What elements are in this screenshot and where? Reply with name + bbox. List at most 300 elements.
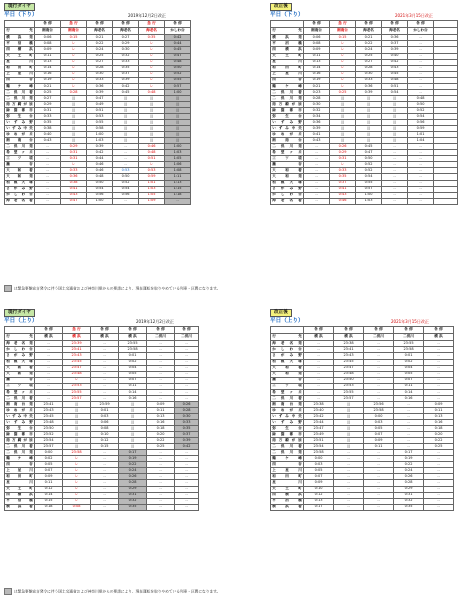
- time-cell: 0:53: [87, 113, 113, 119]
- station-name: さがみ野: [6, 186, 33, 191]
- time-cell: 0:45: [382, 71, 408, 77]
- time-cell: 0:05: [119, 371, 147, 377]
- time-cell: レ: [63, 456, 91, 462]
- station-name: 星 川: [272, 480, 302, 485]
- station-name: 西 谷: [272, 77, 302, 82]
- time-cell: ‥: [35, 174, 61, 180]
- time-cell: 0:11: [424, 407, 454, 413]
- timetable-grid: [270, 326, 454, 511]
- time-cell: ‥: [334, 480, 364, 486]
- suspension-note: [4, 588, 220, 595]
- timetable-title: 平日（下り）: [270, 12, 304, 18]
- time-cell: 0:35: [394, 504, 424, 510]
- header-row-destination: [271, 28, 458, 35]
- time-cell: ‥: [147, 341, 175, 347]
- station-name: 海 老 名 着: [272, 198, 302, 203]
- time-cell: 0:22: [394, 462, 424, 468]
- train-type-header: 各 停: [87, 21, 113, 28]
- time-cell: ||: [63, 432, 91, 438]
- time-cell: ‥: [175, 456, 199, 462]
- time-cell: ‥: [364, 456, 394, 462]
- time-cell: ||: [139, 120, 165, 126]
- time-cell: ‥: [394, 407, 424, 413]
- time-cell: ‥: [91, 359, 119, 365]
- time-cell: 0:54: [408, 113, 434, 119]
- header-station-blank: [271, 327, 304, 334]
- time-cell: ‥: [408, 47, 434, 53]
- time-cell: 23:48: [35, 419, 63, 425]
- time-cell: 23:45: [334, 359, 364, 365]
- time-cell: ‥: [364, 395, 394, 401]
- time-cell: 1:03: [356, 198, 382, 204]
- time-cell: 0:52: [165, 71, 191, 77]
- time-cell: ‥: [35, 162, 61, 168]
- train-type-header: 各 停: [113, 21, 139, 28]
- station-name: ゆめが丘: [272, 407, 302, 412]
- station-name: 二 俣 川 発: [6, 143, 33, 148]
- time-cell: レ: [330, 65, 356, 71]
- time-cell: 0:12: [304, 492, 334, 498]
- time-cell: ||: [356, 95, 382, 101]
- station-name: 西 横 浜: [6, 47, 33, 52]
- header-station-blank: [5, 327, 35, 334]
- time-cell: 23:57: [35, 444, 63, 450]
- time-cell: 0:05: [35, 462, 63, 468]
- time-cell: ‥: [175, 365, 199, 371]
- train-type-header: 急 行: [63, 327, 91, 334]
- time-cell: ‥: [334, 498, 364, 504]
- station-name: 西 谷: [6, 77, 33, 82]
- time-cell: ||: [165, 132, 191, 138]
- time-cell: 23:38: [334, 341, 364, 347]
- header-row-destination: [5, 28, 191, 35]
- time-cell: 0:25: [356, 53, 382, 59]
- time-cell: ‥: [394, 432, 424, 438]
- time-cell: ‥: [91, 474, 119, 480]
- train-type-header: 各 停: [408, 21, 434, 28]
- time-cell: ‥: [147, 462, 175, 468]
- time-cell: 0:31: [35, 107, 61, 113]
- time-cell: 0:06: [91, 419, 119, 425]
- time-cell: 23:57: [334, 395, 364, 401]
- time-cell: 0:15: [91, 444, 119, 450]
- time-cell: ‥: [91, 341, 119, 347]
- time-cell: 0:11: [35, 480, 63, 486]
- time-cell: 0:05: [364, 426, 394, 432]
- time-cell: 23:48: [63, 371, 91, 377]
- time-cell: ‥: [147, 353, 175, 359]
- time-cell: 0:18: [147, 426, 175, 432]
- time-cell: ‥: [424, 353, 454, 359]
- time-cell: ‥: [35, 359, 63, 365]
- time-cell: レ: [139, 162, 165, 168]
- time-cell: 0:29: [330, 150, 356, 156]
- time-cell: 0:04: [119, 365, 147, 371]
- time-cell: 0:14: [394, 389, 424, 395]
- time-cell: ‥: [91, 450, 119, 456]
- station-name: 三 ツ 境: [6, 156, 33, 161]
- time-cell: 0:08: [63, 504, 91, 510]
- time-cell: 23:58: [63, 450, 91, 456]
- time-cell: ||: [119, 438, 147, 444]
- time-cell: 0:11: [35, 53, 61, 59]
- time-cell: 0:03: [304, 462, 334, 468]
- station-name: 緑園都市: [272, 431, 302, 436]
- time-cell: 0:18: [35, 504, 63, 510]
- station-name: 天 王 町: [272, 486, 302, 491]
- station-name: 大 和 発: [6, 371, 33, 376]
- time-cell: 0:00: [304, 456, 334, 462]
- time-cell: ‥: [35, 347, 63, 353]
- time-cell: 0:36: [356, 83, 382, 89]
- time-cell: ‥: [394, 438, 424, 444]
- header-row-destination: [271, 334, 454, 341]
- time-cell: 23:58: [304, 450, 334, 456]
- time-cell: ‥: [91, 347, 119, 353]
- time-cell: 0:27: [113, 35, 139, 41]
- time-cell: ‥: [91, 492, 119, 498]
- time-cell: ‥: [382, 144, 408, 150]
- time-cell: 0:33: [61, 168, 87, 174]
- time-cell: ‥: [424, 504, 454, 510]
- time-cell: 0:24: [119, 468, 147, 474]
- time-cell: 0:24: [87, 47, 113, 53]
- station-name: 天 王 町: [272, 53, 302, 58]
- time-cell: ‥: [424, 395, 454, 401]
- time-cell: 0:36: [304, 120, 330, 126]
- time-cell: ||: [119, 432, 147, 438]
- station-name: 湘 南 台: [272, 137, 302, 142]
- time-cell: 0:42: [87, 150, 113, 156]
- time-cell: ‥: [364, 480, 394, 486]
- time-cell: 23:51: [304, 438, 334, 444]
- time-cell: ‥: [424, 371, 454, 377]
- time-cell: 0:37: [382, 41, 408, 47]
- time-cell: 1:00: [356, 192, 382, 198]
- time-cell: 0:02: [35, 456, 63, 462]
- time-cell: レ: [61, 47, 87, 53]
- station-name: さがみ野: [272, 186, 302, 191]
- time-cell: ||: [165, 113, 191, 119]
- station-name: 大 和 発: [272, 371, 302, 376]
- station-name: かしわ台: [272, 192, 302, 197]
- time-cell: 23:50: [35, 426, 63, 432]
- time-cell: レ: [330, 77, 356, 83]
- station-name: 二 俣 川 着: [272, 89, 302, 94]
- time-cell: 1:03: [87, 138, 113, 144]
- time-cell: ‥: [424, 341, 454, 347]
- time-cell: ‥: [91, 504, 119, 510]
- time-cell: ‥: [304, 198, 330, 204]
- time-cell: 0:09: [304, 480, 334, 486]
- time-cell: ‥: [382, 156, 408, 162]
- time-cell: ‥: [304, 371, 334, 377]
- train-type-header: 各 停: [304, 21, 330, 28]
- time-cell: ‥: [304, 186, 330, 192]
- time-cell: レ: [139, 53, 165, 59]
- time-cell: 0:42: [175, 444, 199, 450]
- time-cell: ‥: [91, 480, 119, 486]
- time-cell: 0:27: [35, 95, 61, 101]
- station-name: ゆめが丘: [6, 407, 33, 412]
- time-cell: レ: [61, 41, 87, 47]
- time-cell: 0:43: [35, 138, 61, 144]
- time-cell: 0:30: [356, 71, 382, 77]
- time-cell: 0:36: [382, 35, 408, 41]
- time-cell: 0:33: [35, 113, 61, 119]
- time-cell: ‥: [35, 150, 61, 156]
- time-cell: 23:47: [334, 365, 364, 371]
- train-type-header: 急 行: [330, 21, 356, 28]
- time-cell: 0:17: [394, 450, 424, 456]
- time-cell: ‥: [175, 504, 199, 510]
- time-cell: 0:41: [61, 186, 87, 192]
- time-cell: 23:57: [63, 395, 91, 401]
- station-name: 大 和 着: [6, 168, 33, 173]
- time-cell: 0:48: [139, 150, 165, 156]
- gray-legend-swatch: [4, 588, 12, 595]
- time-cell: 0:46: [87, 168, 113, 174]
- destination-header: 湘南台: [330, 28, 356, 35]
- time-cell: ‥: [175, 468, 199, 474]
- time-cell: ||: [113, 101, 139, 107]
- time-cell: レ: [63, 377, 91, 383]
- time-cell: ‥: [364, 371, 394, 377]
- time-cell: ‥: [334, 468, 364, 474]
- time-cell: ‥: [91, 395, 119, 401]
- timetable-grid: [4, 20, 191, 205]
- station-name: 三 ツ 境: [272, 156, 302, 161]
- time-cell: ||: [113, 132, 139, 138]
- time-cell: 0:30: [113, 47, 139, 53]
- station-name: 湘 南 台: [6, 137, 33, 142]
- time-cell: ||: [119, 401, 147, 407]
- time-cell: レ: [61, 59, 87, 65]
- time-cell: 1:09: [139, 198, 165, 204]
- time-cell: 0:30: [304, 101, 330, 107]
- time-cell: 0:25: [330, 89, 356, 95]
- station-name: 和 田 町: [6, 65, 33, 70]
- time-cell: ‥: [382, 168, 408, 174]
- time-cell: ||: [119, 419, 147, 425]
- time-cell: 0:26: [119, 474, 147, 480]
- time-cell: 23:45: [35, 413, 63, 419]
- time-cell: ||: [165, 138, 191, 144]
- time-cell: ‥: [35, 180, 61, 186]
- destination-header: 湘南台: [304, 28, 330, 35]
- time-cell: 0:42: [113, 83, 139, 89]
- time-cell: 0:29: [119, 486, 147, 492]
- time-cell: ||: [119, 426, 147, 432]
- time-cell: ‥: [304, 180, 330, 186]
- time-cell: ‥: [304, 383, 334, 389]
- time-cell: レ: [139, 41, 165, 47]
- time-cell: ‥: [408, 162, 434, 168]
- time-cell: 0:11: [147, 407, 175, 413]
- time-cell: ‥: [35, 168, 61, 174]
- time-cell: ‥: [147, 486, 175, 492]
- time-cell: 0:31: [61, 150, 87, 156]
- destination-header: かしわ台: [408, 28, 434, 35]
- time-cell: 0:28: [61, 89, 87, 95]
- time-cell: レ: [330, 41, 356, 47]
- station-name: 弥 生 台: [6, 425, 33, 430]
- time-cell: 0:55: [356, 180, 382, 186]
- time-cell: 0:37: [113, 71, 139, 77]
- time-cell: 0:35: [175, 426, 199, 432]
- station-name: 二 俣 川 発: [6, 449, 33, 454]
- time-cell: 0:35: [113, 65, 139, 71]
- time-cell: 0:19: [394, 456, 424, 462]
- time-cell: 23:58: [119, 347, 147, 353]
- time-cell: 0:25: [147, 444, 175, 450]
- time-cell: ‥: [35, 198, 61, 204]
- time-cell: ‥: [35, 371, 63, 377]
- station-name: 上 星 川: [272, 71, 302, 76]
- destination-header: 横 浜: [304, 334, 334, 341]
- header-station-blank: [5, 21, 35, 28]
- time-cell: ‥: [35, 144, 61, 150]
- time-cell: 0:46: [330, 198, 356, 204]
- time-cell: ||: [139, 113, 165, 119]
- time-cell: 0:04: [394, 365, 424, 371]
- time-cell: 0:25: [424, 444, 454, 450]
- time-cell: 0:26: [330, 144, 356, 150]
- time-cell: ‥: [35, 383, 63, 389]
- time-cell: レ: [63, 468, 91, 474]
- station-name: 瀬 谷: [272, 162, 302, 167]
- time-cell: ‥: [91, 353, 119, 359]
- time-cell: 0:30: [87, 71, 113, 77]
- time-cell: ‥: [364, 377, 394, 383]
- time-cell: ‥: [304, 156, 330, 162]
- time-cell: 1:05: [165, 156, 191, 162]
- time-cell: ||: [165, 95, 191, 101]
- train-type-header: 各 停: [334, 327, 364, 334]
- time-cell: ‥: [408, 186, 434, 192]
- station-name: 南万騎が原: [272, 101, 302, 106]
- time-cell: 0:15: [61, 35, 87, 41]
- time-cell: 0:16: [147, 419, 175, 425]
- station-name: いずみ中央: [6, 125, 33, 130]
- time-cell: レ: [61, 162, 87, 168]
- time-cell: 0:54: [356, 174, 382, 180]
- time-cell: 0:17: [304, 504, 334, 510]
- time-cell: 0:09: [35, 47, 61, 53]
- time-cell: 0:28: [119, 480, 147, 486]
- time-cell: ‥: [304, 389, 334, 395]
- time-cell: 0:35: [330, 174, 356, 180]
- time-cell: 0:15: [330, 35, 356, 41]
- destination-header: 二俣川: [364, 334, 394, 341]
- station-name: 上 星 川: [6, 71, 33, 76]
- station-name: 二 俣 川 着: [6, 443, 33, 448]
- time-cell: ‥: [113, 162, 139, 168]
- time-cell: 1:11: [165, 174, 191, 180]
- time-cell: 0:54: [113, 186, 139, 192]
- time-cell: ‥: [424, 383, 454, 389]
- time-cell: ‥: [394, 444, 424, 450]
- time-cell: ‥: [147, 383, 175, 389]
- time-cell: ||: [63, 401, 91, 407]
- time-cell: 0:21: [356, 35, 382, 41]
- diagram-tag: 改正後: [270, 309, 292, 317]
- time-cell: 0:42: [165, 35, 191, 41]
- time-cell: ‥: [364, 389, 394, 395]
- timetable-title: 平日（上り）: [4, 318, 38, 324]
- station-name: 和 田 町: [272, 474, 302, 479]
- time-cell: ‥: [424, 450, 454, 456]
- station-name: さがみ野: [6, 353, 33, 358]
- time-cell: ‥: [35, 156, 61, 162]
- time-cell: 0:34: [304, 113, 330, 119]
- time-cell: 23:39: [63, 341, 91, 347]
- time-cell: 0:32: [119, 498, 147, 504]
- time-cell: 0:36: [87, 83, 113, 89]
- time-cell: 0:13: [304, 59, 330, 65]
- time-cell: ‥: [382, 198, 408, 204]
- time-cell: 1:06: [165, 162, 191, 168]
- time-cell: ‥: [91, 377, 119, 383]
- time-cell: ‥: [35, 365, 63, 371]
- time-cell: 0:16: [35, 71, 61, 77]
- time-cell: 0:47: [87, 95, 113, 101]
- time-cell: 0:10: [91, 432, 119, 438]
- time-cell: 0:14: [35, 65, 61, 71]
- time-cell: 0:41: [304, 132, 330, 138]
- station-name: ゆめが丘: [6, 131, 33, 136]
- time-cell: 0:31: [119, 492, 147, 498]
- time-cell: ||: [61, 107, 87, 113]
- time-cell: ||: [63, 413, 91, 419]
- time-cell: 0:48: [87, 174, 113, 180]
- time-cell: ‥: [35, 353, 63, 359]
- destination-header: 横 浜: [35, 334, 63, 341]
- time-cell: 0:15: [35, 498, 63, 504]
- station-name: 湘 南 台 発: [6, 401, 33, 406]
- time-cell: ‥: [334, 486, 364, 492]
- time-cell: 0:20: [424, 432, 454, 438]
- station-name: 二 俣 川 発: [272, 449, 302, 454]
- time-cell: ‥: [304, 150, 330, 156]
- time-cell: ‥: [91, 462, 119, 468]
- time-cell: ‥: [147, 474, 175, 480]
- time-cell: ‥: [304, 341, 334, 347]
- note-text: は緊急事態宣言発令に伴う国土交通省および神奈川県からの要請により、現在運転を取りやめている列車・区間になります。: [14, 589, 221, 594]
- time-cell: 0:09: [364, 438, 394, 444]
- time-cell: ||: [356, 126, 382, 132]
- time-cell: ‥: [91, 468, 119, 474]
- time-cell: ‥: [382, 150, 408, 156]
- time-cell: ‥: [364, 353, 394, 359]
- time-cell: ||: [356, 113, 382, 119]
- time-cell: 0:59: [139, 174, 165, 180]
- time-cell: ‥: [408, 77, 434, 83]
- time-cell: 0:29: [61, 144, 87, 150]
- time-cell: ‥: [408, 198, 434, 204]
- time-cell: ||: [382, 95, 408, 101]
- time-cell: ‥: [147, 492, 175, 498]
- time-cell: 0:13: [304, 498, 334, 504]
- time-cell: 0:33: [113, 59, 139, 65]
- time-cell: レ: [63, 462, 91, 468]
- time-cell: 23:44: [304, 419, 334, 425]
- time-cell: 0:40: [35, 132, 61, 138]
- time-cell: ‥: [408, 35, 434, 41]
- time-cell: ‥: [364, 341, 394, 347]
- time-cell: ||: [382, 120, 408, 126]
- station-name: 緑園都市: [272, 107, 302, 112]
